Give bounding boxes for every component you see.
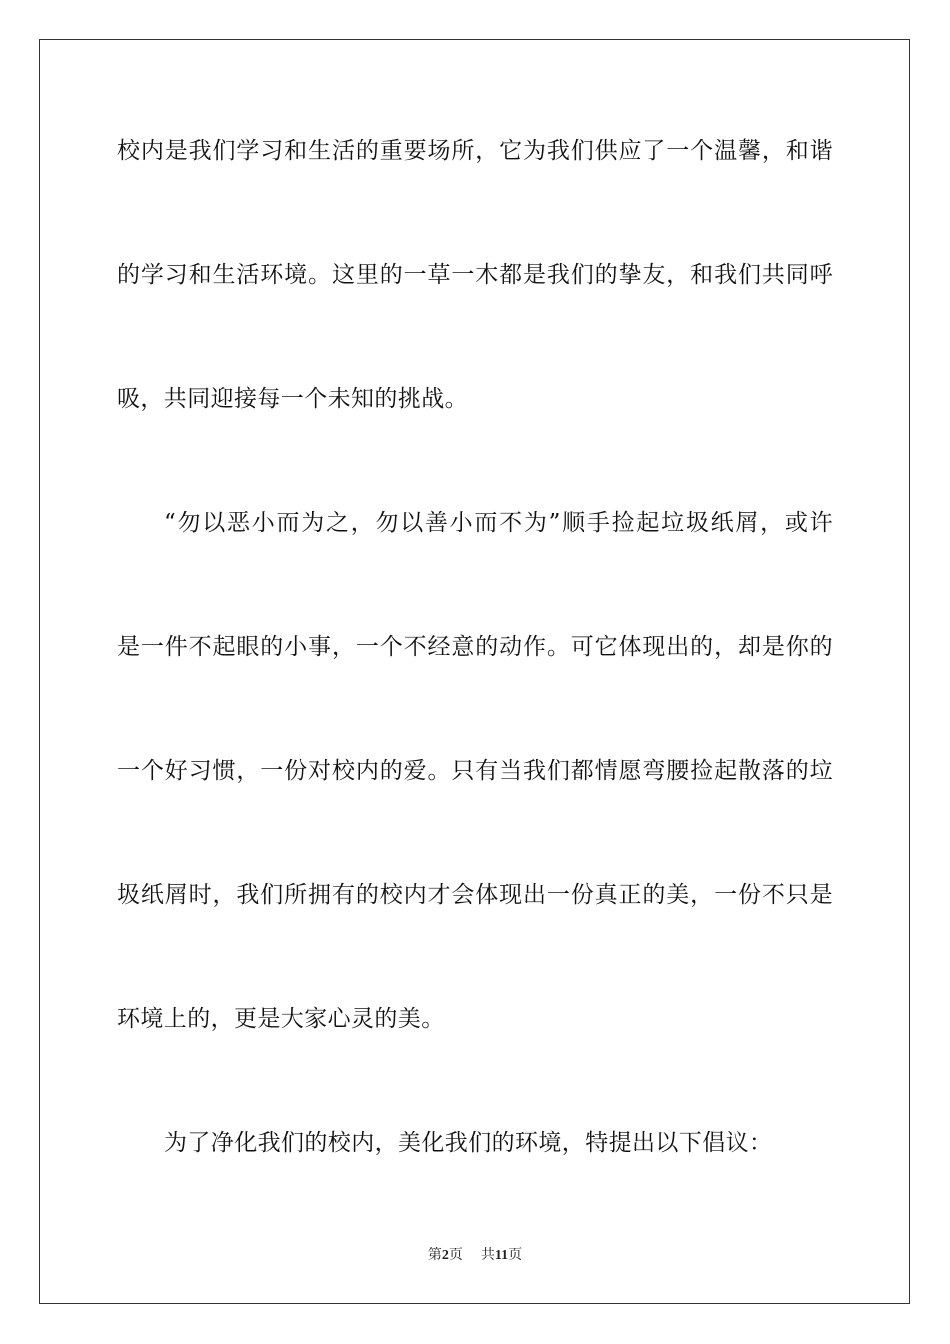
paragraph-2-line-2: 是一件不起眼的小事，一个不经意的动作。可它体现出的，却是你的: [117, 634, 833, 660]
total-pages-label: [481, 1247, 522, 1265]
paragraph-3-line-1: 为了净化我们的校内，美化我们的环境，特提出以下倡议：: [164, 1130, 773, 1156]
page-prefix: 第: [427, 1248, 442, 1263]
paragraph-2-line-4: 圾纸屑时，我们所拥有的校内才会体现出一份真正的美，一份不只是: [117, 882, 833, 908]
paragraph-1-line-1: 校内是我们学习和生活的重要场所，它为我们供应了一个温馨，和谐: [117, 138, 833, 164]
total-prefix: 共: [480, 1248, 495, 1263]
page-suffix: 页: [448, 1248, 463, 1263]
paragraph-1-line-3: 吸，共同迎接每一个未知的挑战。: [117, 386, 468, 412]
page-number-label: [428, 1247, 463, 1265]
total-suffix: 页: [508, 1248, 523, 1263]
page-footer: [0, 1247, 950, 1265]
total-pages: 11: [494, 1248, 509, 1263]
page-border: [39, 39, 910, 1304]
page-number: 2: [441, 1248, 449, 1263]
paragraph-2-line-1: “勿以恶小而为之，勿以善小而不为”顺手捡起垃圾纸屑，或许: [164, 510, 833, 536]
paragraph-1-line-2: 的学习和生活环境。这里的一草一木都是我们的挚友，和我们共同呼: [117, 262, 833, 288]
paragraph-2-line-5: 环境上的，更是大家心灵的美。: [117, 1006, 445, 1032]
paragraph-2-line-3: 一个好习惯，一份对校内的爱。只有当我们都情愿弯腰捡起散落的垃: [117, 758, 833, 784]
